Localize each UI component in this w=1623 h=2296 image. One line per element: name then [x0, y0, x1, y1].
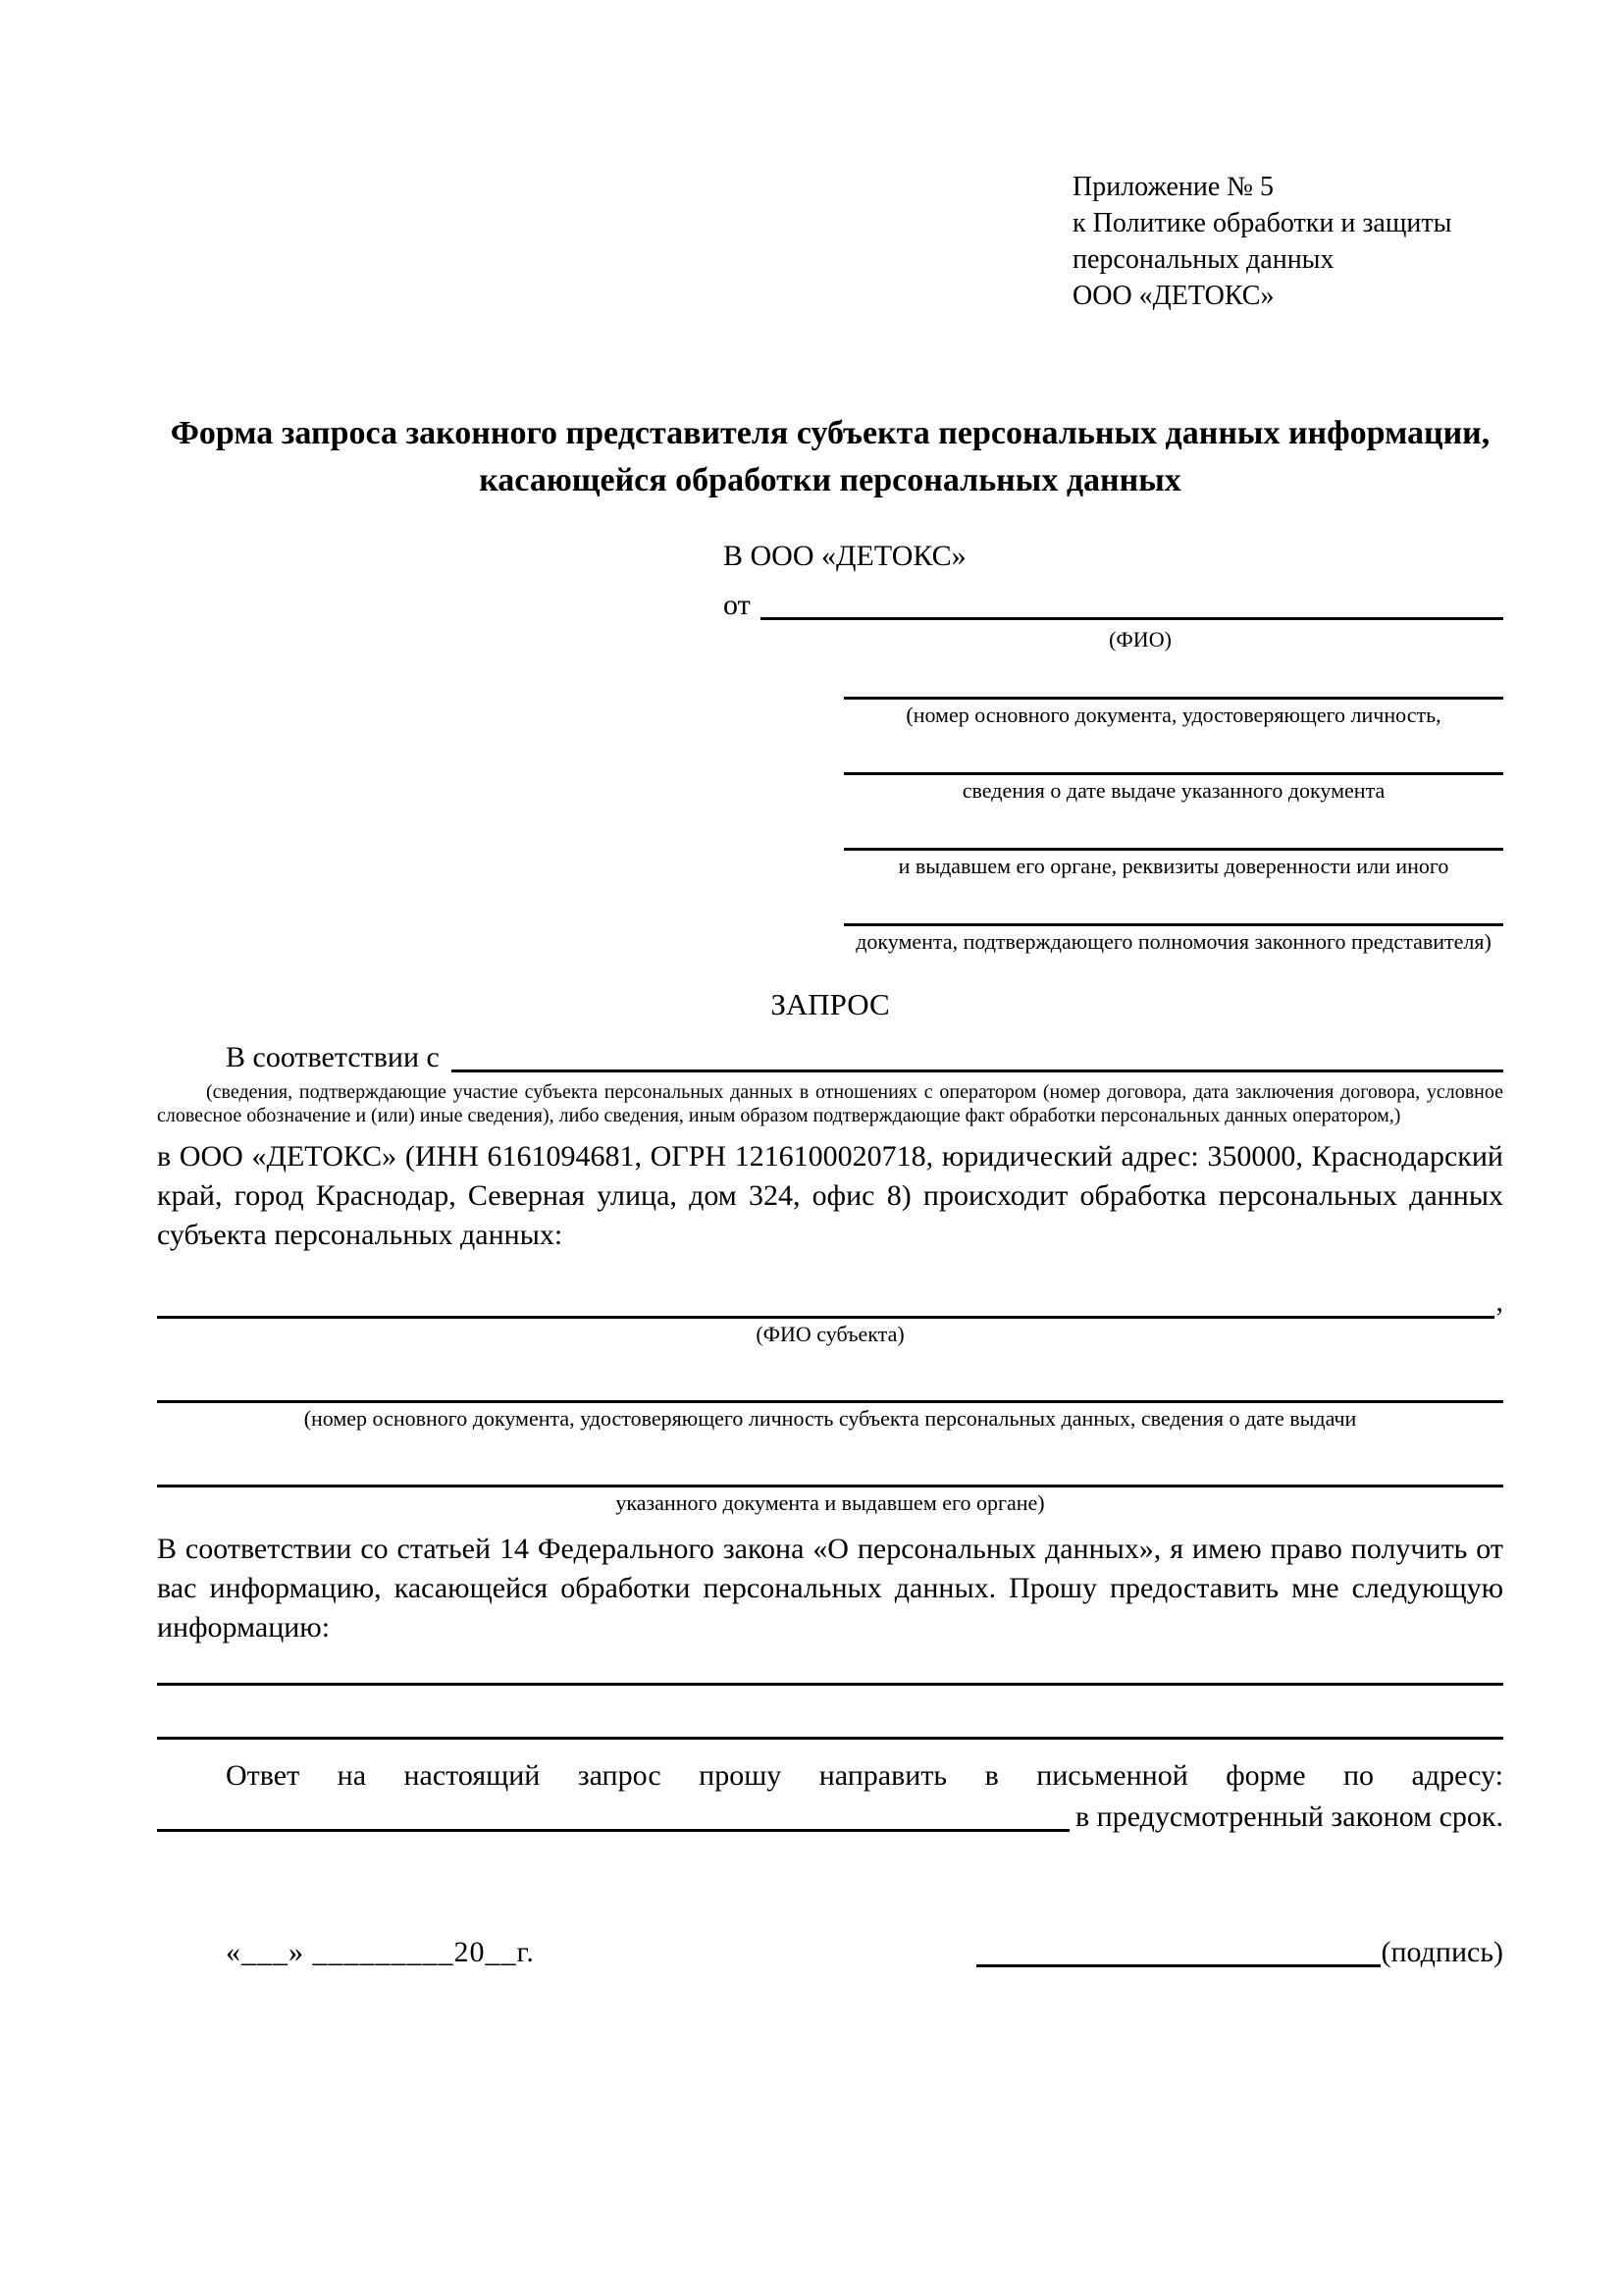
signature-caption: (подпись) — [1381, 1936, 1503, 1968]
footer-row — [157, 1932, 1503, 1973]
field-caption: (номер основного документа, удостоверяющего личность, — [906, 703, 1441, 727]
appendix-line: ООО «ДЕТОКС» — [1073, 281, 1275, 311]
from-row — [723, 585, 1503, 626]
from-label: от — [723, 589, 751, 621]
issuing-authority-field-line[interactable] — [844, 830, 1503, 851]
document-number-field-line[interactable] — [844, 679, 1503, 700]
requested-info-field-line-2[interactable] — [157, 1737, 1503, 1740]
page-title: Форма запроса законного представителя субъекта персональных данных информации, касающейся обработки персональных данных — [170, 415, 1491, 498]
basis-row — [157, 1037, 1503, 1078]
document-content — [157, 0, 1503, 1973]
subject-fio-field-line[interactable] — [157, 1278, 1494, 1319]
issue-date-field-line[interactable] — [844, 755, 1503, 775]
representative-document-fields — [844, 679, 1503, 955]
basis-caption: (сведения, подтверждающие участие субъекта персональных данных в отношениях с оператором (номер договора, дата заключения договора, условное словесное обозначение и (или) иные сведения), либо сведения, иным образом подтверждающие факт обработки персональных данных оператором,) — [157, 1081, 1503, 1126]
date-field[interactable]: «___» _________20__г. — [226, 1936, 535, 1968]
subject-document-field-line[interactable] — [157, 1383, 1503, 1403]
authority-document-field-line[interactable] — [844, 906, 1503, 926]
subject-fio-row — [157, 1278, 1503, 1319]
field-row — [844, 830, 1503, 879]
appendix-line: Приложение № 5 — [1073, 172, 1274, 202]
appendix-line: персональных данных — [1073, 244, 1335, 275]
appendix-header — [1073, 0, 1503, 314]
reply-address-row — [157, 1797, 1503, 1838]
requested-info-field-line-1[interactable] — [157, 1683, 1503, 1686]
field-caption: документа, подтверждающего полномочия законного представителя) — [856, 929, 1492, 954]
request-heading: ЗАПРОС — [770, 987, 890, 1021]
fio-caption: (ФИО) — [1109, 627, 1172, 652]
operator-paragraph: в ООО «ДЕТОКС» (ИНН 6161094681, ОГРН 1216100020718, юридический адрес: 350000, Краснодарский край, город Краснодар, Северная улица, дом 324, офис 8) происходит обработка персональных данных субъекта персональных данных: — [157, 1140, 1503, 1251]
field-caption: сведения о дате выдаче указанного документа — [962, 778, 1386, 803]
signature-group — [976, 1932, 1503, 1973]
subject-issuer-caption: указанного документа и выдавшем его органе) — [615, 1490, 1045, 1515]
representative-fio-field-line[interactable] — [760, 617, 1503, 620]
field-row — [844, 755, 1503, 804]
addressee-company: В ООО «ДЕТОКС» — [723, 540, 967, 572]
field-row — [844, 906, 1503, 955]
subject-issuer-field-line[interactable] — [157, 1467, 1503, 1487]
field-row — [844, 679, 1503, 728]
subject-trailing-comma: , — [1495, 1285, 1503, 1318]
reply-address-field-line[interactable] — [157, 1829, 1070, 1832]
reply-paragraph: Ответ на настоящий запрос прошу направить в письменной форме по адресу: — [226, 1759, 1503, 1792]
signature-field-line[interactable] — [976, 1964, 1381, 1967]
basis-field-line[interactable] — [451, 1070, 1503, 1072]
basis-label: В соответствии с — [226, 1041, 440, 1073]
appendix-line: к Политике обработки и защиты — [1073, 208, 1452, 238]
addressee-block — [723, 536, 1503, 652]
subject-fio-caption: (ФИО субъекта) — [756, 1322, 905, 1346]
reply-suffix: в предусмотренный законом срок. — [1075, 1800, 1503, 1833]
rights-paragraph: В соответствии со статьей 14 Федерального закона «О персональных данных», я имею право получить от вас информацию, касающейся обработки персональных данных. Прошу предоставить мне следующую информацию: — [157, 1533, 1503, 1644]
subject-document-caption: (номер основного документа, удостоверяющего личность субъекта персональных данных, сведения о дате выдачи — [303, 1406, 1357, 1431]
field-caption: и выдавшем его органе, реквизиты доверенности или иного — [898, 854, 1449, 878]
